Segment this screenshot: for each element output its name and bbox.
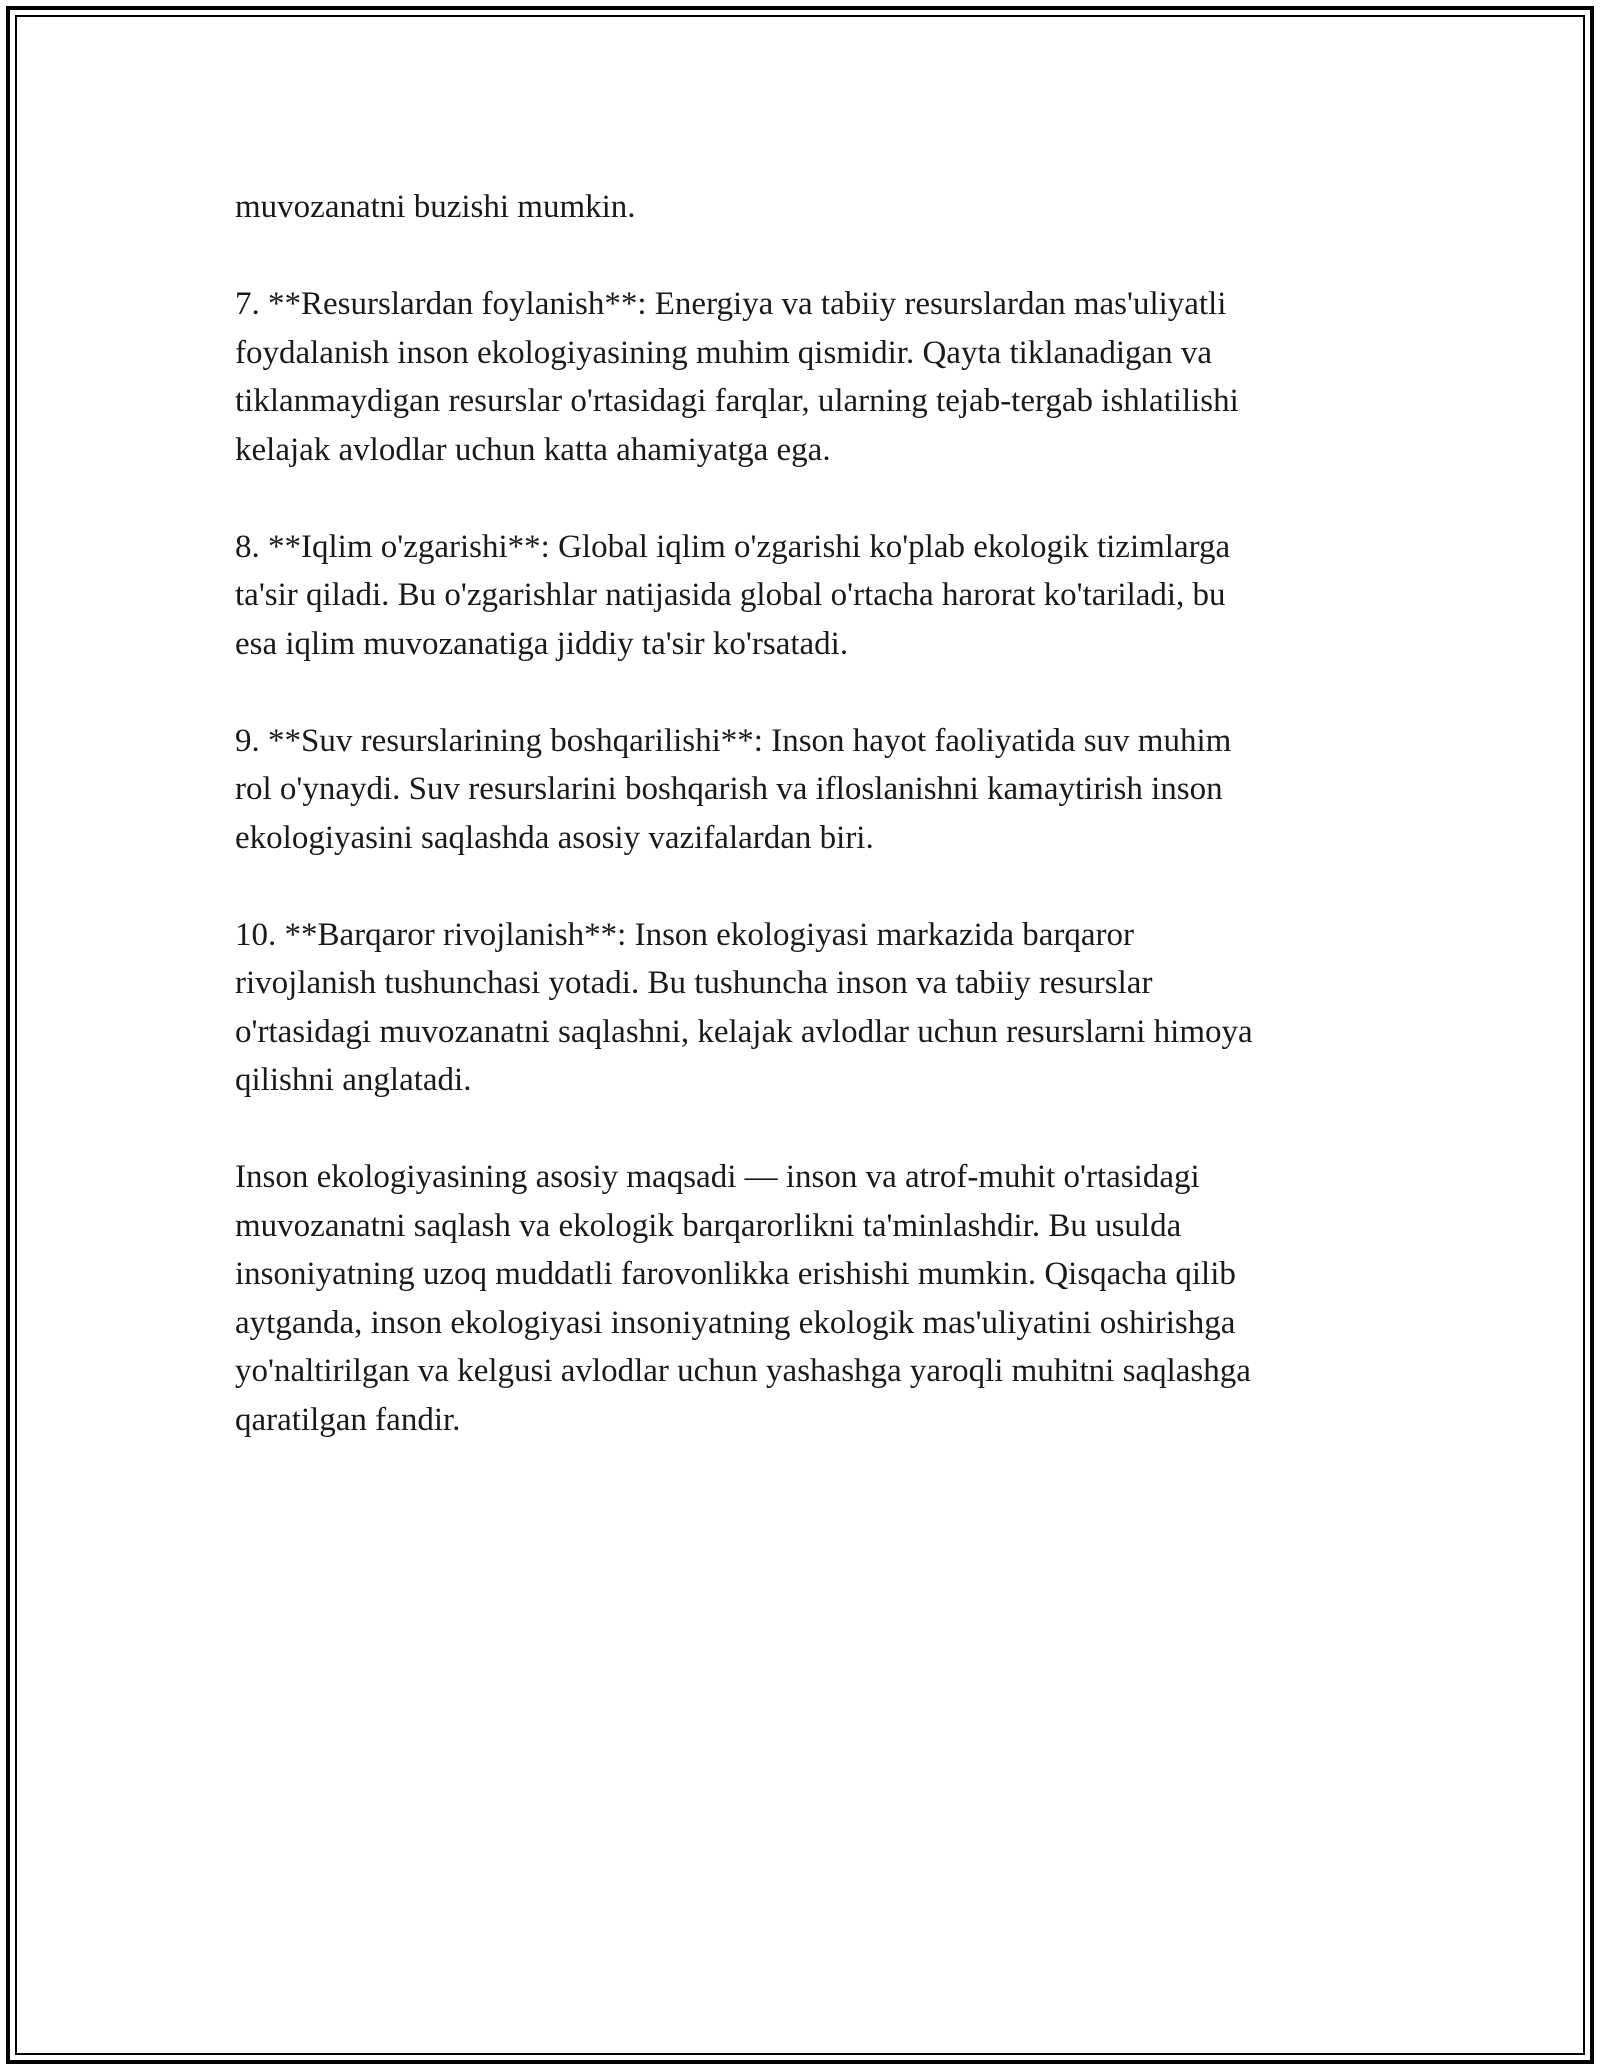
paragraph-item-10: 10. **Barqaror rivojlanish**: Inson ekologiyasi markazida barqaror rivojlanish tushunchasi yotadi. Bu tushuncha inson va tabiiy resurslar o'rtasidagi muvozanatni saqlashni, kelajak avlodlar uchun resurslarni himoya qilishni anglatadi. [235,916,1253,1098]
paragraph-item-8: 8. **Iqlim o'zgarishi**: Global iqlim o'zgarishi ko'plab ekologik tizimlarga ta'sir qiladi. Bu o'zgarishlar natijasida global o'rtacha harorat ko'tariladi, bu esa iqlim muvozanatiga jiddiy ta'sir ko'rsatadi. [235,528,1231,662]
paragraph-continuation: muvozanatni buzishi mumkin. [235,189,636,225]
paragraph-conclusion: Inson ekologiyasining asosiy maqsadi — inson va atrof-muhit o'rtasidagi muvozanatni saqlash va ekologik barqarorlikni ta'minlashdir. Bu usulda insoniyatning uzoq muddatli farovonlikka erishishi mumkin. Qisqacha qilib aytganda, inson ekologiyasi insoniyatning ekologik mas'uliyatini oshirishga yo'naltirilgan va kelgusi avlodlar uchun yashashga yaroqli muhitni saqlashga qaratilgan fandir. [235,1159,1251,1438]
paragraph-item-9: 9. **Suv resurslarining boshqarilishi**: Inson hayot faoliyatida suv muhim rol o'ynaydi. Suv resurslarini boshqarish va ifloslanishni kamaytirish inson ekologiyasini saqlashda asosiy vazifalardan biri. [235,722,1232,856]
document-body [235,183,1395,1444]
paragraph-item-7: 7. **Resurslardan foylanish**: Energiya va tabiiy resurslardan mas'uliyatli foydalanish inson ekologiyasining muhim qismidir. Qayta tiklanadigan va tiklanmaydigan resurslar o'rtasidagi farqlar, ularning tejab-tergab ishlatilishi kelajak avlodlar uchun katta ahamiyatga ega. [235,286,1239,468]
